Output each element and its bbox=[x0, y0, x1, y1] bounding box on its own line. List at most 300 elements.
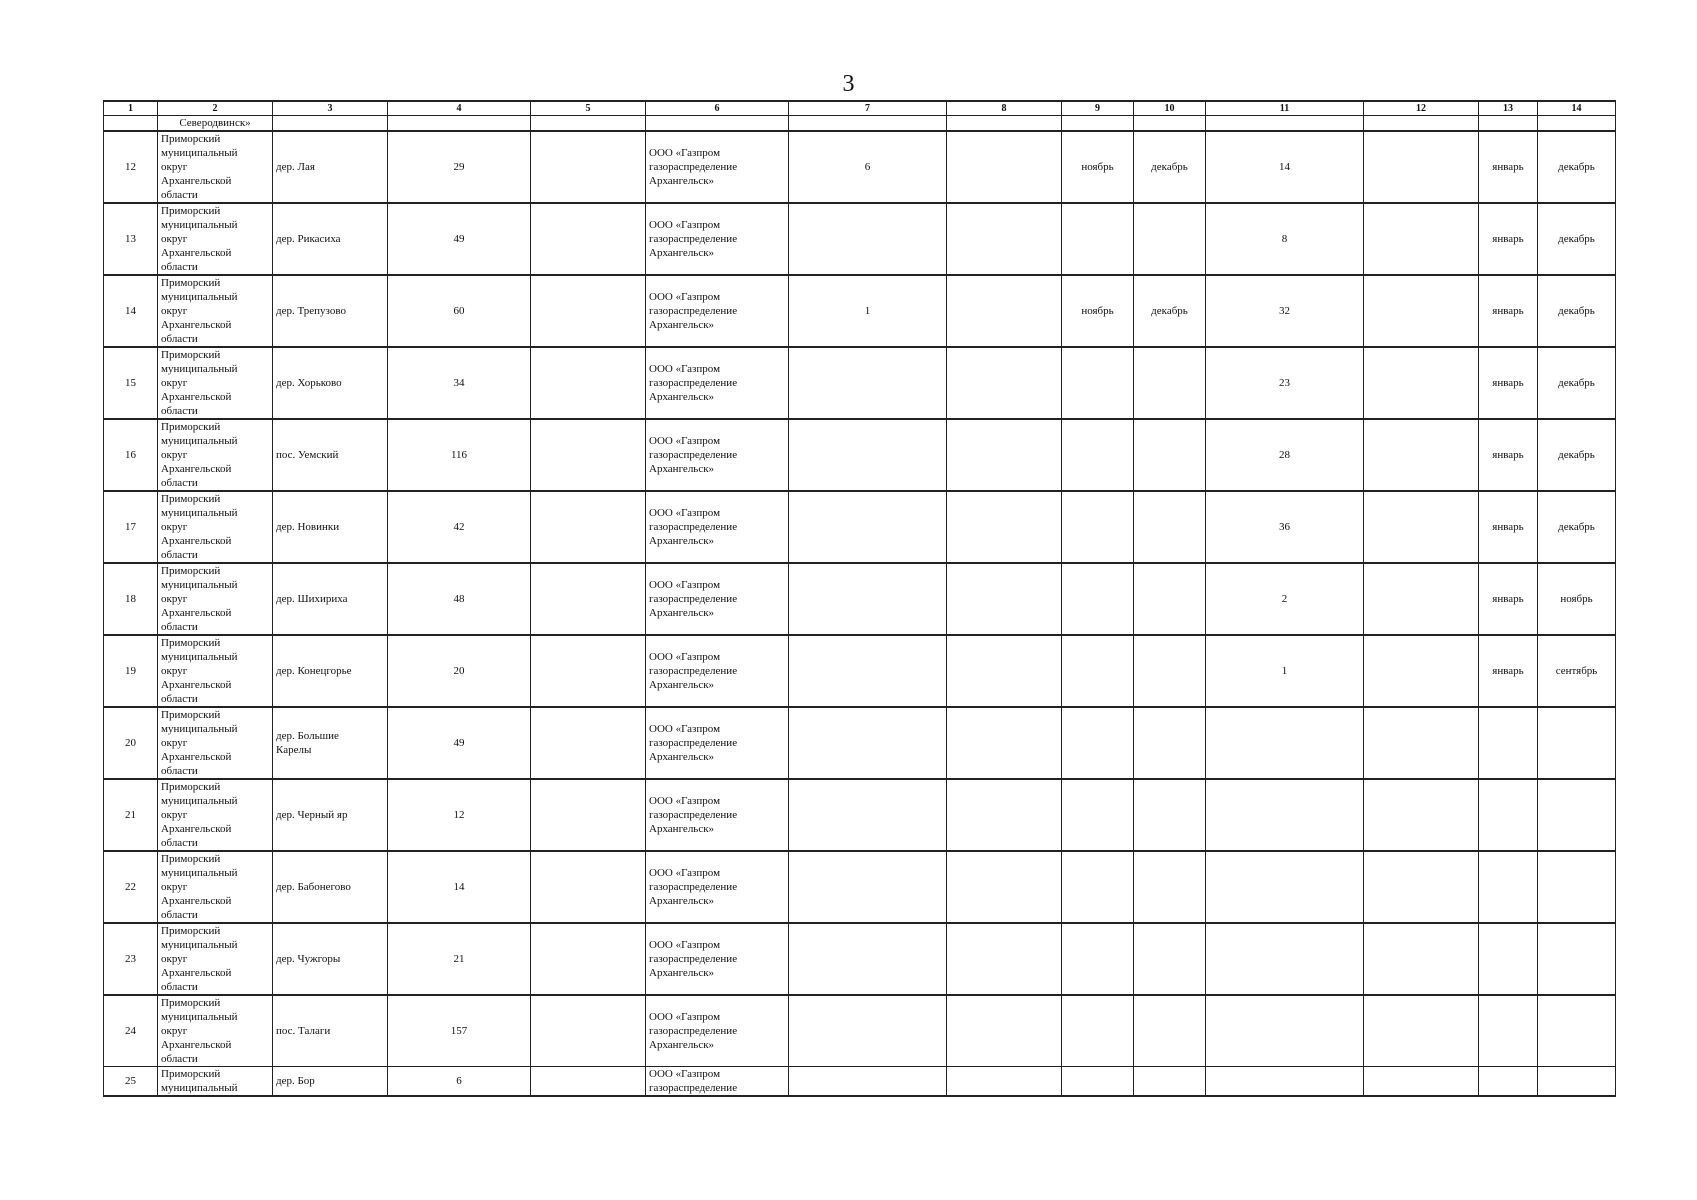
cell-col12 bbox=[1364, 779, 1479, 851]
cell-col12 bbox=[1364, 1067, 1479, 1097]
org-line: Архангельск» bbox=[649, 607, 715, 619]
cell bbox=[789, 116, 947, 132]
cell-col7: 6 bbox=[789, 131, 947, 203]
org-line: газораспределение bbox=[649, 449, 738, 461]
org-line: Архангельск» bbox=[649, 895, 715, 907]
municipality-line: Приморский bbox=[161, 133, 221, 145]
org-line: ООО «Газпром bbox=[649, 723, 721, 735]
municipality-line: округ bbox=[161, 593, 188, 605]
settlement-line: дер. Новинки bbox=[276, 521, 340, 533]
cell-col11 bbox=[1206, 995, 1364, 1067]
municipality-line: области bbox=[161, 261, 198, 273]
column-header-2: 2 bbox=[158, 101, 273, 116]
cell-row-number: 21 bbox=[104, 779, 158, 851]
cell-settlement bbox=[273, 635, 388, 707]
municipality-line: области bbox=[161, 189, 198, 201]
column-header-9: 9 bbox=[1062, 101, 1134, 116]
municipality-line: Архангельской bbox=[161, 319, 232, 331]
cell-row-number: 18 bbox=[104, 563, 158, 635]
municipality-line: Приморский bbox=[161, 637, 221, 649]
cell-col7 bbox=[789, 1067, 947, 1097]
cell-col10: декабрь bbox=[1134, 131, 1206, 203]
org-line: Архангельск» bbox=[649, 679, 715, 691]
column-header-3: 3 bbox=[273, 101, 388, 116]
cell-col8 bbox=[947, 203, 1062, 275]
org-line: ООО «Газпром bbox=[649, 795, 721, 807]
cell-col5 bbox=[531, 779, 646, 851]
cell-col8 bbox=[947, 779, 1062, 851]
cell-col7 bbox=[789, 347, 947, 419]
cell-col14 bbox=[1538, 923, 1616, 995]
cell-col4: 49 bbox=[388, 707, 531, 779]
municipality-line: муниципальный bbox=[161, 795, 238, 807]
cell-col13: январь bbox=[1479, 275, 1538, 347]
cell-col7 bbox=[789, 491, 947, 563]
cell-municipality bbox=[158, 779, 273, 851]
cell-col5 bbox=[531, 635, 646, 707]
column-number-header bbox=[104, 101, 1616, 116]
cell-col9 bbox=[1062, 347, 1134, 419]
cell-col10: декабрь bbox=[1134, 275, 1206, 347]
table-row bbox=[104, 491, 1616, 563]
municipality-line: Приморский bbox=[161, 709, 221, 721]
cell-col14: сентябрь bbox=[1538, 635, 1616, 707]
municipality-line: Приморский bbox=[161, 277, 221, 289]
column-header-14: 14 bbox=[1538, 101, 1616, 116]
municipality-line: области bbox=[161, 1053, 198, 1065]
municipality-line: области bbox=[161, 693, 198, 705]
cell-col7 bbox=[789, 203, 947, 275]
cell-col12 bbox=[1364, 707, 1479, 779]
cell-col5 bbox=[531, 419, 646, 491]
column-header-6: 6 bbox=[646, 101, 789, 116]
org-line: Архангельск» bbox=[649, 247, 715, 259]
cell-col10 bbox=[1134, 851, 1206, 923]
cell bbox=[1479, 116, 1538, 132]
cell bbox=[947, 116, 1062, 132]
cell bbox=[531, 116, 646, 132]
municipality-line: округ bbox=[161, 737, 188, 749]
cell-row-number: 15 bbox=[104, 347, 158, 419]
org-line: ООО «Газпром bbox=[649, 219, 721, 231]
settlement-line: дер. Хорьково bbox=[276, 377, 342, 389]
cell-municipality bbox=[158, 995, 273, 1067]
cell-col4: 21 bbox=[388, 923, 531, 995]
cell-col9: ноябрь bbox=[1062, 275, 1134, 347]
municipality-line: Архангельской bbox=[161, 175, 232, 187]
cell-organization bbox=[646, 995, 789, 1067]
cell-col12 bbox=[1364, 635, 1479, 707]
cell-col14 bbox=[1538, 707, 1616, 779]
table-row bbox=[104, 995, 1616, 1067]
cell-col9: ноябрь bbox=[1062, 131, 1134, 203]
municipality-line: области bbox=[161, 837, 198, 849]
cell-col11: 14 bbox=[1206, 131, 1364, 203]
org-line: Архангельск» bbox=[649, 967, 715, 979]
municipality-line: Архангельской bbox=[161, 463, 232, 475]
column-header-5: 5 bbox=[531, 101, 646, 116]
cell-col5 bbox=[531, 995, 646, 1067]
municipality-line: Приморский bbox=[161, 349, 221, 361]
cell-organization bbox=[646, 707, 789, 779]
cell-municipality bbox=[158, 275, 273, 347]
table-row bbox=[104, 851, 1616, 923]
municipality-line: муниципальный bbox=[161, 435, 238, 447]
org-line: ООО «Газпром bbox=[649, 363, 721, 375]
cell-col4: 6 bbox=[388, 1067, 531, 1097]
settlement-line: дер. Трепузово bbox=[276, 305, 346, 317]
cell bbox=[1062, 116, 1134, 132]
cell-col11 bbox=[1206, 851, 1364, 923]
cell-col12 bbox=[1364, 347, 1479, 419]
cell-settlement bbox=[273, 203, 388, 275]
cell-col7 bbox=[789, 923, 947, 995]
org-line: газораспределение bbox=[649, 665, 738, 677]
municipality-line: Приморский bbox=[161, 493, 221, 505]
cell-settlement bbox=[273, 923, 388, 995]
cell-col12 bbox=[1364, 131, 1479, 203]
municipality-line: Архангельской bbox=[161, 751, 232, 763]
municipality-line: области bbox=[161, 333, 198, 345]
cell-row-number: 13 bbox=[104, 203, 158, 275]
cell-row-number: 22 bbox=[104, 851, 158, 923]
cell bbox=[1538, 116, 1616, 132]
cell-municipality bbox=[158, 707, 273, 779]
cell-col5 bbox=[531, 203, 646, 275]
org-line: Архангельск» bbox=[649, 535, 715, 547]
cell-col9 bbox=[1062, 851, 1134, 923]
page-number: 3 bbox=[842, 71, 855, 97]
cell-municipality bbox=[158, 347, 273, 419]
gasification-table bbox=[103, 100, 1616, 1097]
cell-col10 bbox=[1134, 347, 1206, 419]
table-row bbox=[104, 1067, 1616, 1097]
column-header-12: 12 bbox=[1364, 101, 1479, 116]
cell-col10 bbox=[1134, 563, 1206, 635]
settlement-line: Карелы bbox=[276, 744, 312, 756]
municipality-line: округ bbox=[161, 449, 188, 461]
org-line: Архангельск» bbox=[649, 823, 715, 835]
cell-col8 bbox=[947, 1067, 1062, 1097]
column-header-13: 13 bbox=[1479, 101, 1538, 116]
cell-col4: 157 bbox=[388, 995, 531, 1067]
cell-col12 bbox=[1364, 995, 1479, 1067]
cell-col11 bbox=[1206, 779, 1364, 851]
municipality-line: Приморский bbox=[161, 565, 221, 577]
cell-municipality bbox=[158, 1067, 273, 1097]
cell-col14: ноябрь bbox=[1538, 563, 1616, 635]
cell-col9 bbox=[1062, 707, 1134, 779]
cell-col5 bbox=[531, 851, 646, 923]
table-row bbox=[104, 419, 1616, 491]
cell-col7 bbox=[789, 851, 947, 923]
municipality-line: муниципальный bbox=[161, 363, 238, 375]
cell-col12 bbox=[1364, 851, 1479, 923]
org-line: ООО «Газпром bbox=[649, 1068, 721, 1080]
cell-col8 bbox=[947, 635, 1062, 707]
cell-col4: 42 bbox=[388, 491, 531, 563]
cell-col5 bbox=[531, 923, 646, 995]
municipality-line: муниципальный bbox=[161, 651, 238, 663]
cell-organization bbox=[646, 1067, 789, 1097]
municipality-line: Приморский bbox=[161, 925, 221, 937]
municipality-line: области bbox=[161, 477, 198, 489]
org-line: Архангельск» bbox=[649, 463, 715, 475]
org-line: Архангельск» bbox=[649, 751, 715, 763]
cell-col9 bbox=[1062, 491, 1134, 563]
municipality-line: области bbox=[161, 981, 198, 993]
org-line: ООО «Газпром bbox=[649, 435, 721, 447]
cell-col13 bbox=[1479, 923, 1538, 995]
cell-col13 bbox=[1479, 707, 1538, 779]
cell-organization bbox=[646, 923, 789, 995]
table-body bbox=[104, 116, 1616, 1097]
cell-row-number: 20 bbox=[104, 707, 158, 779]
cell-col11 bbox=[1206, 707, 1364, 779]
org-line: Архангельск» bbox=[649, 391, 715, 403]
municipality-line: Приморский bbox=[161, 781, 221, 793]
cell-col11 bbox=[1206, 923, 1364, 995]
municipality-line: Архангельской bbox=[161, 607, 232, 619]
org-line: газораспределение bbox=[649, 1025, 738, 1037]
cell-col5 bbox=[531, 347, 646, 419]
column-header-7: 7 bbox=[789, 101, 947, 116]
cell-settlement bbox=[273, 347, 388, 419]
cell-col4: 48 bbox=[388, 563, 531, 635]
cell-col11: 1 bbox=[1206, 635, 1364, 707]
cell-col10 bbox=[1134, 635, 1206, 707]
cell-row-number: 23 bbox=[104, 923, 158, 995]
cell-municipality bbox=[158, 851, 273, 923]
cell-col10 bbox=[1134, 1067, 1206, 1097]
cell-col10 bbox=[1134, 203, 1206, 275]
cell-col10 bbox=[1134, 419, 1206, 491]
column-header-11: 11 bbox=[1206, 101, 1364, 116]
cell-col14 bbox=[1538, 1067, 1616, 1097]
cell-row-number: 16 bbox=[104, 419, 158, 491]
cell-col10 bbox=[1134, 923, 1206, 995]
cell-municipality bbox=[158, 491, 273, 563]
org-line: Архангельск» bbox=[649, 175, 715, 187]
org-line: газораспределение bbox=[649, 1082, 738, 1094]
cell-col13 bbox=[1479, 995, 1538, 1067]
cell-col9 bbox=[1062, 1067, 1134, 1097]
cell-col5 bbox=[531, 131, 646, 203]
table-row bbox=[104, 635, 1616, 707]
cell-settlement bbox=[273, 707, 388, 779]
municipality-line: Архангельской bbox=[161, 679, 232, 691]
municipality-line: области bbox=[161, 549, 198, 561]
cell-col10 bbox=[1134, 491, 1206, 563]
cell-col13 bbox=[1479, 851, 1538, 923]
org-line: газораспределение bbox=[649, 233, 738, 245]
cell-col9 bbox=[1062, 563, 1134, 635]
cell-col5 bbox=[531, 707, 646, 779]
cell-col11: 2 bbox=[1206, 563, 1364, 635]
municipality-line: округ bbox=[161, 953, 188, 965]
org-line: ООО «Газпром bbox=[649, 147, 721, 159]
cell-municipality bbox=[158, 923, 273, 995]
cell-municipality bbox=[158, 635, 273, 707]
cell-settlement bbox=[273, 491, 388, 563]
org-line: газораспределение bbox=[649, 161, 738, 173]
table-row bbox=[104, 275, 1616, 347]
municipality-line: муниципальный bbox=[161, 1082, 238, 1094]
cell-col5 bbox=[531, 275, 646, 347]
settlement-line: дер. Чужгоры bbox=[276, 953, 341, 965]
org-line: Архангельск» bbox=[649, 319, 715, 331]
column-header-4: 4 bbox=[388, 101, 531, 116]
cell-col7 bbox=[789, 707, 947, 779]
municipality-line: области bbox=[161, 909, 198, 921]
municipality-line: Архангельской bbox=[161, 1039, 232, 1051]
cell-row-number: 24 bbox=[104, 995, 158, 1067]
cell-col12 bbox=[1364, 923, 1479, 995]
cell bbox=[1134, 116, 1206, 132]
municipality-line: области bbox=[161, 405, 198, 417]
cell bbox=[388, 116, 531, 132]
cell-col14: декабрь bbox=[1538, 347, 1616, 419]
cell-col11: 36 bbox=[1206, 491, 1364, 563]
cell-settlement bbox=[273, 779, 388, 851]
municipality-line: муниципальный bbox=[161, 147, 238, 159]
settlement-line: дер. Конецгорье bbox=[276, 665, 352, 677]
org-line: ООО «Газпром bbox=[649, 291, 721, 303]
cell-col11: 8 bbox=[1206, 203, 1364, 275]
cell-row-number: 14 bbox=[104, 275, 158, 347]
municipality-line: муниципальный bbox=[161, 1011, 238, 1023]
org-line: газораспределение bbox=[649, 881, 738, 893]
municipality-line: Архангельской bbox=[161, 535, 232, 547]
cell-col11: 32 bbox=[1206, 275, 1364, 347]
municipality-line: округ bbox=[161, 1025, 188, 1037]
settlement-line: дер. Лая bbox=[276, 161, 315, 173]
municipality-line: муниципальный bbox=[161, 219, 238, 231]
org-line: газораспределение bbox=[649, 809, 738, 821]
cell-col4: 29 bbox=[388, 131, 531, 203]
cell-col8 bbox=[947, 275, 1062, 347]
municipality-line: Приморский bbox=[161, 853, 221, 865]
municipality-line: области bbox=[161, 621, 198, 633]
settlement-line: дер. Рикасиха bbox=[276, 233, 341, 245]
table-row bbox=[104, 347, 1616, 419]
cell-col4: 12 bbox=[388, 779, 531, 851]
org-line: газораспределение bbox=[649, 521, 738, 533]
cell-settlement bbox=[273, 419, 388, 491]
cell-col13: январь bbox=[1479, 635, 1538, 707]
cell bbox=[104, 116, 158, 132]
table-row bbox=[104, 779, 1616, 851]
column-header-10: 10 bbox=[1134, 101, 1206, 116]
cell-municipality bbox=[158, 131, 273, 203]
cell-col7 bbox=[789, 419, 947, 491]
municipality-line: округ bbox=[161, 305, 188, 317]
cell-col12 bbox=[1364, 419, 1479, 491]
cell-col4: 34 bbox=[388, 347, 531, 419]
cell-col14: декабрь bbox=[1538, 419, 1616, 491]
settlement-line: дер. Шихириха bbox=[276, 593, 348, 605]
cell-col4: 14 bbox=[388, 851, 531, 923]
cell-col12 bbox=[1364, 203, 1479, 275]
municipality-line: округ bbox=[161, 809, 188, 821]
cell-col4: 60 bbox=[388, 275, 531, 347]
municipality-line: Приморский bbox=[161, 997, 221, 1009]
municipality-line: муниципальный bbox=[161, 507, 238, 519]
cell-municipality bbox=[158, 563, 273, 635]
settlement-line: пос. Талаги bbox=[276, 1025, 331, 1037]
cell-col11: 28 bbox=[1206, 419, 1364, 491]
cell-col14 bbox=[1538, 779, 1616, 851]
org-line: газораспределение bbox=[649, 953, 738, 965]
cell-col8 bbox=[947, 131, 1062, 203]
cell-col7 bbox=[789, 995, 947, 1067]
municipality-line: Архангельской bbox=[161, 967, 232, 979]
cell-col8 bbox=[947, 851, 1062, 923]
cell-col9 bbox=[1062, 635, 1134, 707]
cell-col13: январь bbox=[1479, 491, 1538, 563]
cell-organization bbox=[646, 419, 789, 491]
cell-col14: декабрь bbox=[1538, 131, 1616, 203]
cell bbox=[646, 116, 789, 132]
cell-row-number: 19 bbox=[104, 635, 158, 707]
cell-col8 bbox=[947, 923, 1062, 995]
cell-col7: 1 bbox=[789, 275, 947, 347]
cell-col8 bbox=[947, 707, 1062, 779]
cell-col4: 49 bbox=[388, 203, 531, 275]
cell-organization bbox=[646, 851, 789, 923]
cell-settlement bbox=[273, 851, 388, 923]
cell-col13: январь bbox=[1479, 203, 1538, 275]
municipality-line: округ bbox=[161, 233, 188, 245]
municipality-line: Приморский bbox=[161, 205, 221, 217]
cell-col13: январь bbox=[1479, 131, 1538, 203]
cell-col8 bbox=[947, 563, 1062, 635]
cell-col8 bbox=[947, 491, 1062, 563]
cell-row-number: 17 bbox=[104, 491, 158, 563]
org-line: ООО «Газпром bbox=[649, 867, 721, 879]
continuation-row bbox=[104, 116, 1616, 132]
municipality-line: муниципальный bbox=[161, 291, 238, 303]
cell-organization bbox=[646, 131, 789, 203]
cell-settlement bbox=[273, 275, 388, 347]
cell-col8 bbox=[947, 995, 1062, 1067]
municipality-line: Приморский bbox=[161, 1068, 221, 1080]
org-line: ООО «Газпром bbox=[649, 651, 721, 663]
cell-col13 bbox=[1479, 779, 1538, 851]
cell-col5 bbox=[531, 1067, 646, 1097]
column-header-8: 8 bbox=[947, 101, 1062, 116]
cell-organization bbox=[646, 491, 789, 563]
cell-organization bbox=[646, 635, 789, 707]
municipality-line: муниципальный bbox=[161, 867, 238, 879]
municipality-line: округ bbox=[161, 665, 188, 677]
cell-col8 bbox=[947, 347, 1062, 419]
cell-col13: январь bbox=[1479, 419, 1538, 491]
table-row bbox=[104, 131, 1616, 203]
table-row bbox=[104, 563, 1616, 635]
org-line: газораспределение bbox=[649, 305, 738, 317]
org-line: ООО «Газпром bbox=[649, 1011, 721, 1023]
cell-col9 bbox=[1062, 203, 1134, 275]
settlement-line: дер. Черный яр bbox=[276, 809, 348, 821]
cell-col13 bbox=[1479, 1067, 1538, 1097]
municipality-line: округ bbox=[161, 161, 188, 173]
cell-municipality bbox=[158, 203, 273, 275]
municipality-line: муниципальный bbox=[161, 939, 238, 951]
cell-row-number: 12 bbox=[104, 131, 158, 203]
municipality-line: муниципальный bbox=[161, 723, 238, 735]
cell-municipality bbox=[158, 419, 273, 491]
